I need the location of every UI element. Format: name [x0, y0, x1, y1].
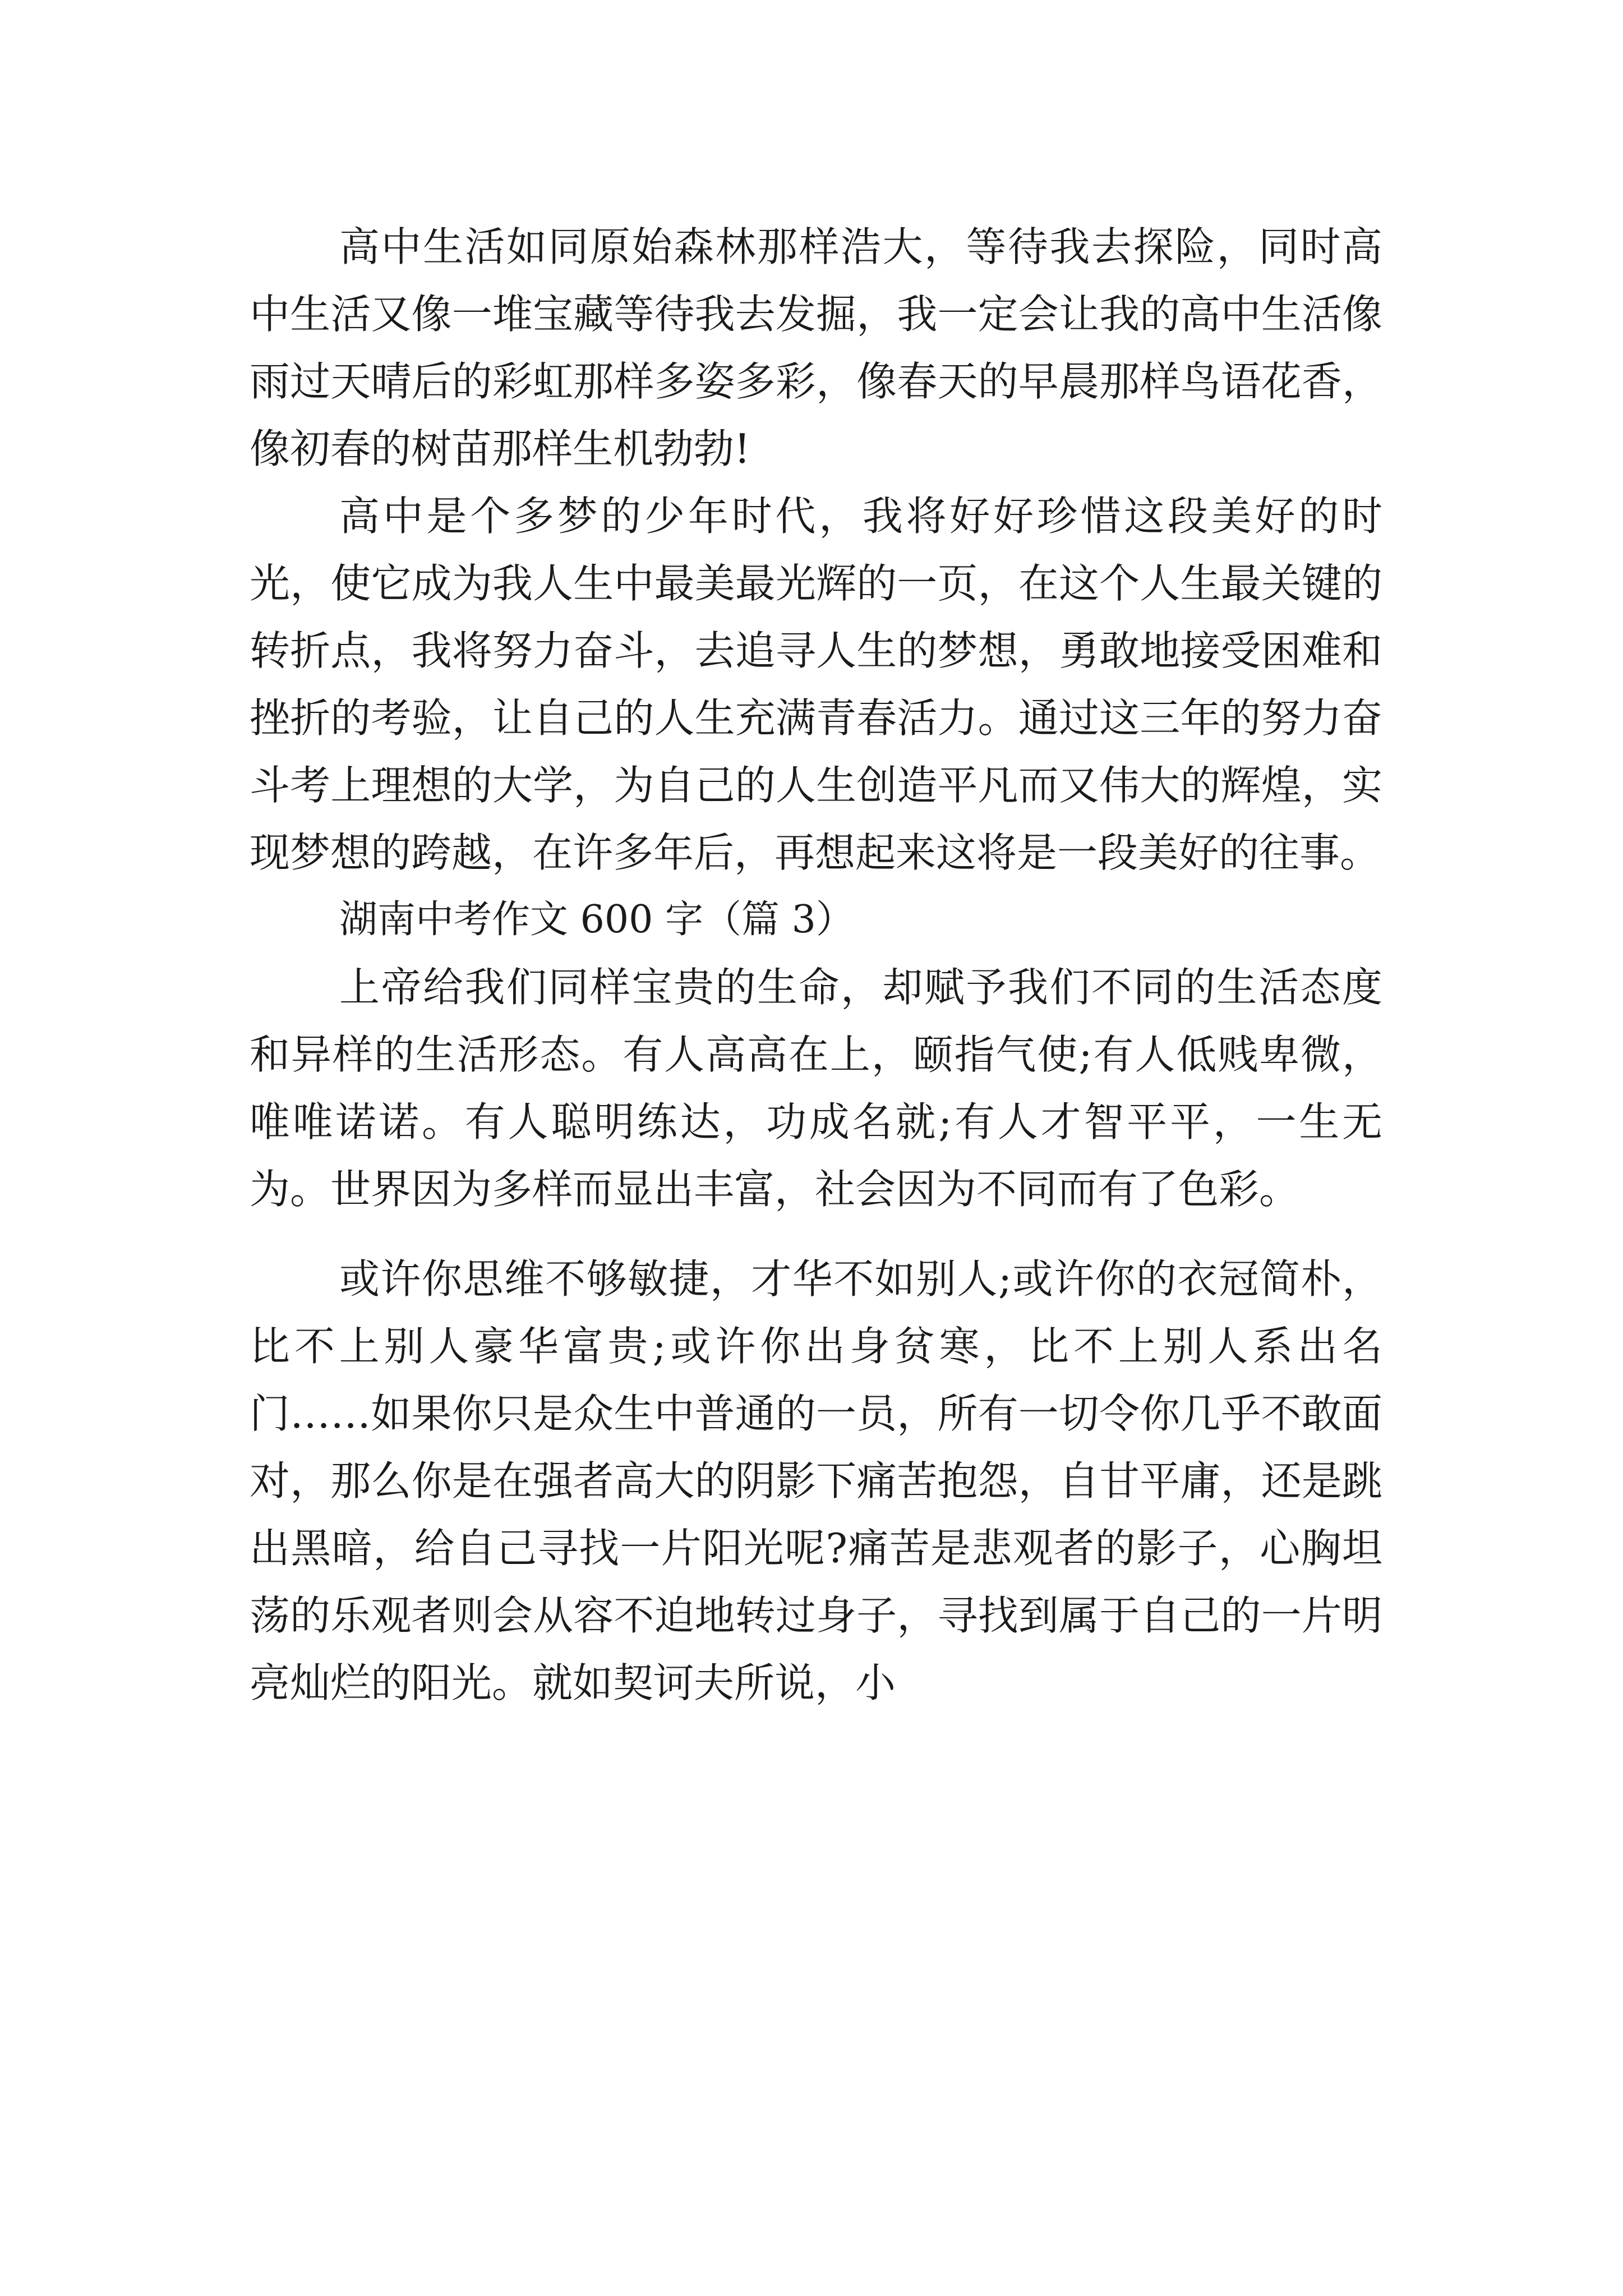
paragraph-different-lives: 上帝给我们同样宝贵的生命，却赋予我们不同的生活态度和异样的生活形态。有人高高在上，颐指气使;有人低贱卑微，唯唯诺诺。有人聪明练达，功成名就;有人才智平平，一生无为。世界因为多样而显出丰富，社会因为不同而有了色彩。 — [250, 964, 1382, 1213]
paragraph-dream-years: 高中是个多梦的少年时代，我将好好珍惜这段美好的时光，使它成为我人生中最美最光辉的一页，在这个人生最关键的转折点，我将努力奋斗，去追寻人生的梦想，勇敢地接受困难和挫折的考验，让自己的人生充满青春活力。通过这三年的努力奋斗考上理想的大学，为自己的人生创造平凡而又伟大的辉煌，实现梦想的跨越，在许多年后，再想起来这将是一段美好的往事。 — [250, 493, 1382, 876]
section-heading: 湖南中考作文 600 字（篇 3） — [339, 898, 854, 942]
document-body — [250, 213, 1382, 1717]
paragraph-spacer — [250, 1223, 1382, 1245]
paragraph-high-school-life: 高中生活如同原始森林那样浩大，等待我去探险，同时高中生活又像一堆宝藏等待我去发掘，我一定会让我的高中生活像雨过天晴后的彩虹那样多姿多彩，像春天的早晨那样鸟语花香，像初春的树苗那样生机勃勃! — [250, 223, 1382, 472]
paragraph-find-sunshine: 或许你思维不够敏捷，才华不如别人;或许你的衣冠简朴，比不上别人豪华富贵;或许你出身贫寒，比不上别人系出名门……如果你只是众生中普通的一员，所有一切令你几乎不敢面对，那么你是在强者高大的阴影下痛苦抱怨，自甘平庸，还是跳出黑暗，给自己寻找一片阳光呢?痛苦是悲观者的影子，心胸坦荡的乐观者则会从容不迫地转过身子，寻找到属于自己的一片明亮灿烂的阳光。就如契诃夫所说，小 — [250, 1255, 1382, 1706]
